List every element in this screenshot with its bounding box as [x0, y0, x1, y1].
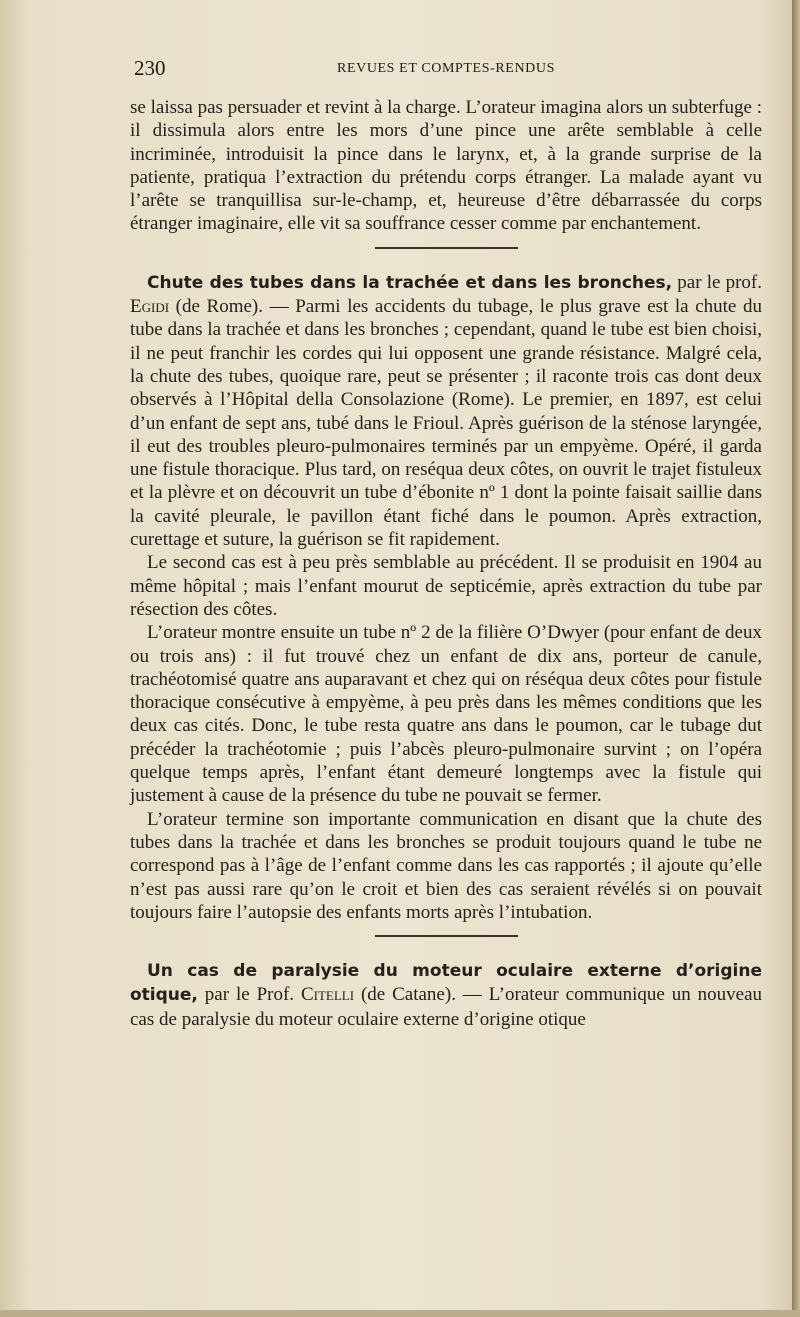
article-title: Un cas de paralysie du moteur oculaire externe d’origine otique, [130, 961, 762, 1006]
article-paragraph: L’orateur termine son importante communication en disant que la chute des tubes dans la trachée et dans les bronches se produit toujours quand le tube ne correspond pas à l’âge de l’enfant comme dans les cas rapportés ; il ajoute qu’elle n’est pas aussi rare qu’on le croit et bien des cas seraient révélés si on pouvait toujours faire l’autopsie des enfants morts après l’intubation. [130, 808, 762, 923]
running-header [130, 56, 762, 86]
byline-prefix: par le prof. [672, 271, 762, 293]
author-name: Citelli [300, 984, 355, 1006]
page-body [130, 96, 762, 1031]
book-edge [792, 0, 800, 1317]
article-paragraph [130, 271, 762, 552]
author-place: (de Catane). [354, 984, 456, 1006]
author-name: Egidi [130, 296, 170, 318]
article-paragraph: Le second cas est à peu près semblable au précédent. Il se produisit en 1904 au même hôpital ; mais l’enfant mourut de septicémie, après extraction du tube par résection des côtes. [130, 552, 762, 620]
paragraph-text: — Parmi les accidents du tubage, le plus grave est la chute du tube dans la trachée et dans les bronches ; cependant, quand le tube est bien choisi, il ne peut franchir les cordes qui lui opposent une grande résistance. Malgré cela, la chute des tubes, quoique rare, peut se présenter ; il raconte trois cas dont deux observés à l’Hôpital della Consolazione (Rome). Le premier, en 1897, est celui d’un enfant de sept ans, tubé dans le Frioul. Après guérison de la sténose laryngée, il eut des troubles pleuro-pulmonaires terminés par un empyème. Opéré, il garda une fistule thoracique. Plus tard, on reséqua deux côtes, on ouvrit le trajet fistuleux et la plèvre et on découvrit un tube d’ébonite nº 1 dont la pointe faisait saillie dans la cavité pleurale, le pavillon étant fiché dans le poumon. Après extraction, curettage et suture, la guérison se fit rapidement. [130, 296, 762, 551]
continuation-paragraph: se laissa pas persuader et revint à la charge. L’orateur imagina alors un subterfuge : il dissimula alors entre les mors d’une pince une arête semblable à celle incriminée, introduisit la pince dans le larynx, et, à la grande surprise de la patiente, pratiqua l’extraction du prétendu corps étranger. La malade ayant vu l’arête se tranquillisa sur-le-champ, et, heureuse d’être débarrassée du corps étranger imaginaire, elle vit sa souffrance cesser comme par enchantement. [130, 97, 762, 235]
article-paragraph: L’orateur montre ensuite un tube nº 2 de la filière O’Dwyer (pour enfant de deux ou trois ans) : il fut trouvé chez un enfant de dix ans, porteur de canule, trachéotomisé quatre ans auparavant et chez qui on réséqua deux côtes pour fistule thoracique consécutive à empyème, à peu près dans les mêmes conditions que les deux cas cités. Donc, le tube resta quatre ans dans le poumon, car le tubage dut précéder la trachéotomie ; puis l’abcès pleuro-pulmonaire survint ; on l’opéra quelque temps après, l’enfant étant demeuré longtemps avec la fistule qui justement à cause de la présence du tube ne pouvait se fermer. [130, 622, 762, 807]
author-place: (de Rome). [169, 296, 263, 318]
article-title: Chute des tubes dans la trachée et dans les bronches, [147, 272, 673, 293]
section-divider [375, 247, 518, 249]
article-paragraph [130, 959, 762, 1031]
byline-prefix: par le Prof. [197, 984, 301, 1006]
paragraph-text: — L’orateur communique un nouveau cas de paralysie du moteur oculaire externe d’origine otique [130, 984, 762, 1030]
section-divider [375, 935, 518, 937]
running-title: REVUES ET COMPTES-RENDUS [337, 61, 555, 76]
page-number: 230 [134, 56, 166, 80]
page-bottom-edge [0, 1310, 800, 1317]
